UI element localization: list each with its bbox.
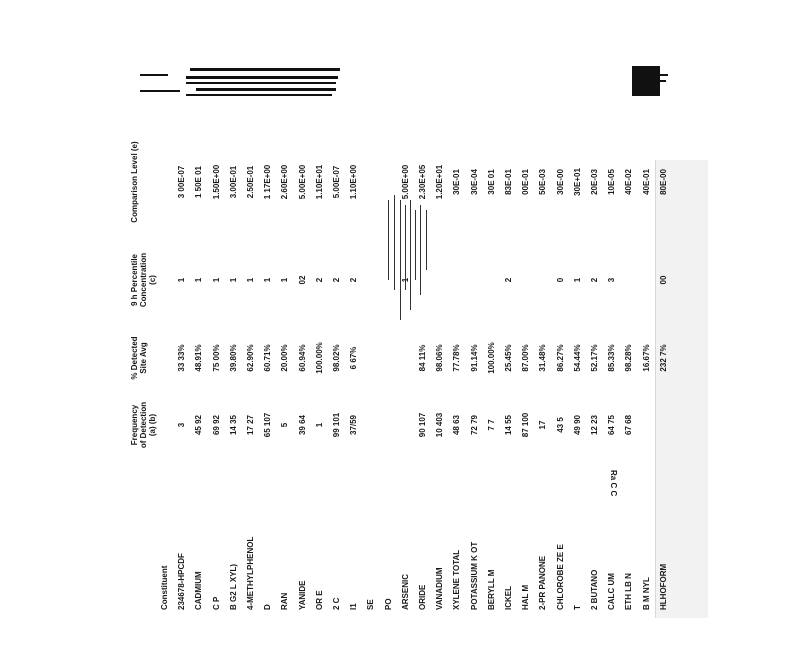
header-frequency: Frequency of Detection (a) (b) <box>130 401 157 449</box>
frequency-cell: 72 79 <box>469 414 479 436</box>
comparison-cell: 30E 01 <box>486 169 496 195</box>
header-percentile: 9 h Percentile Concentration (c) <box>130 252 157 308</box>
pct-detected-cell: 48.91% <box>194 344 204 372</box>
pct-detected-cell: 87.00% <box>521 344 531 372</box>
constituent-cell: 2 BUTANO <box>590 569 599 610</box>
scan-artifact <box>196 88 336 91</box>
constituent-cell: OR E <box>314 590 324 610</box>
table-row <box>175 130 188 610</box>
percentile-cell: 1 <box>246 277 255 283</box>
frequency-cell: 39 64 <box>297 414 307 436</box>
comparison-cell: 1.10E+00 <box>349 164 359 200</box>
percentile-cell: 1 <box>194 277 204 283</box>
pct-detected-cell: 98.28% <box>624 344 634 372</box>
comparison-cell: 30E-04 <box>469 169 479 195</box>
percentile-cell: 00 <box>658 275 668 285</box>
constituent-cell: CALC UM <box>607 573 617 610</box>
comparison-cell: 2.60E+00 <box>280 164 290 200</box>
table-row <box>382 130 395 610</box>
scan-artifact <box>186 76 338 79</box>
comparison-cell: 5.00E-07 <box>332 165 341 199</box>
pct-detected-cell: 75 00% <box>211 344 221 372</box>
frequency-cell: 14 35 <box>228 414 238 436</box>
table-row <box>571 130 584 610</box>
constituent-cell: C P <box>211 596 221 610</box>
scan-artifact <box>190 68 340 71</box>
constituent-cell: B M NYL <box>641 577 651 610</box>
frequency-cell: 48 63 <box>452 414 462 436</box>
table-row <box>416 130 429 610</box>
frequency-cell: 67 68 <box>624 414 634 436</box>
table-row <box>296 130 309 610</box>
percentile-cell: 2 <box>349 277 359 283</box>
percentile-cell: 1 <box>228 277 238 283</box>
scan-artifact <box>140 90 180 92</box>
frequency-cell: 37/59 <box>349 414 359 436</box>
table-row <box>502 130 515 610</box>
table-row <box>485 130 498 610</box>
pct-detected-cell: 33 33% <box>177 344 187 372</box>
table-row <box>519 130 532 610</box>
constituent-cell: PO <box>383 598 393 610</box>
table-row <box>364 130 377 610</box>
frequency-cell: 49 90 <box>572 414 582 436</box>
header-comparison: Comparison Level (e) <box>130 141 139 223</box>
table-row <box>605 130 618 610</box>
comparison-cell: 80E-00 <box>658 169 668 195</box>
table-row <box>313 130 326 610</box>
constituent-cell: 2-PR PANONE <box>538 555 548 610</box>
pct-detected-cell: 60.71% <box>263 344 273 372</box>
pct-detected-cell: 100.00% <box>314 342 324 374</box>
frequency-cell: 7 7 <box>486 419 496 431</box>
scan-artifact <box>186 82 336 84</box>
pct-detected-cell: 100.00% <box>486 342 496 374</box>
pct-detected-cell: 60.94% <box>297 344 307 372</box>
pct-detected-cell: 84 11% <box>418 344 427 372</box>
percentile-cell: 2 <box>314 277 324 283</box>
table-row <box>450 130 463 610</box>
pct-detected-cell: 98.02% <box>332 344 341 372</box>
frequency-cell: 43 5 <box>555 417 565 433</box>
percentile-cell: 2 <box>332 277 341 283</box>
frequency-cell: 14 55 <box>504 414 513 436</box>
table-row <box>433 130 446 610</box>
frequency-cell: 3 <box>177 422 187 428</box>
constituent-cell: YANIDE <box>297 580 307 610</box>
constituent-cell: XYLENE TOTAL <box>452 549 462 610</box>
pct-detected-cell: 52.17% <box>590 344 599 372</box>
rotated-data-table <box>130 130 670 610</box>
constituent-cell: ETH LB N <box>624 573 634 610</box>
constituent-cell: Constituent <box>160 565 169 610</box>
constituent-cell: D <box>263 604 273 610</box>
pct-detected-cell: 98.06% <box>435 344 445 372</box>
comparison-cell: 83E-01 <box>504 169 513 195</box>
table-row <box>347 130 360 610</box>
constituent-cell: 234678-HPCDF <box>177 553 187 610</box>
pct-detected-cell: 6 67% <box>349 346 359 370</box>
scan-artifact <box>660 74 668 76</box>
pct-detected-cell: 31.48% <box>538 344 548 372</box>
pct-detected-cell: 16.67% <box>641 344 651 372</box>
frequency-cell: 90 107 <box>418 412 427 438</box>
comparison-cell: 00E-01 <box>521 169 531 195</box>
registration-mark <box>632 66 660 96</box>
comparison-cell: 2.50E-01 <box>246 165 255 199</box>
scan-artifact <box>660 80 666 82</box>
comparison-cell: 5.00E+00 <box>297 164 307 200</box>
percentile-cell: 1 <box>572 277 582 283</box>
table-row <box>588 130 601 610</box>
comparison-cell: 40E-01 <box>641 169 651 195</box>
frequency-cell: 10 403 <box>435 412 445 438</box>
frequency-cell: 5 <box>280 422 290 428</box>
comparison-cell: 1.50E+00 <box>211 164 221 200</box>
table-row <box>554 130 567 610</box>
comparison-cell: 40E-02 <box>624 169 634 195</box>
table-row <box>278 130 291 610</box>
table-row <box>640 130 653 610</box>
percentile-cell: 02 <box>297 275 307 285</box>
pct-detected-cell: 39.80% <box>228 344 238 372</box>
pct-detected-cell: 25.45% <box>504 344 513 372</box>
comparison-cell: 50E-03 <box>538 169 548 195</box>
percentile-cell: 1 <box>211 277 221 283</box>
table-row <box>330 130 343 610</box>
constituent-cell: VANADIUM <box>435 567 445 610</box>
constituent-cell: B G2 L XYL) <box>228 563 238 610</box>
constituent-cell: HAL M <box>521 584 531 610</box>
comparison-cell: 1 17E+00 <box>263 164 273 200</box>
comparison-cell: 1.10E+01 <box>314 164 324 200</box>
pct-detected-cell: 91.14% <box>469 344 479 372</box>
table-row <box>158 130 171 610</box>
comparison-cell: 5.00E+00 <box>400 164 410 200</box>
pct-detected-cell: 20.00% <box>280 344 290 372</box>
frequency-cell: 99 101 <box>332 412 341 438</box>
constituent-cell: 4-METHYLPHENOL <box>246 536 255 610</box>
table-row <box>657 130 670 610</box>
comparison-cell: 30E+01 <box>572 168 582 196</box>
header-pct-detected: % Detected Site Avg <box>130 336 148 380</box>
percentile-cell: 3 <box>607 277 617 283</box>
table-row <box>399 130 412 610</box>
pct-detected-cell: 86.27% <box>555 344 565 372</box>
frequency-cell: 45 92 <box>194 414 204 436</box>
percentile-cell: 1 <box>177 277 187 283</box>
table-row <box>210 130 223 610</box>
percentile-cell: 1 <box>400 277 410 283</box>
table-row <box>244 130 257 610</box>
constituent-cell: I1 <box>349 603 359 610</box>
constituent-cell: SE <box>366 599 376 610</box>
scan-artifact <box>186 94 332 96</box>
percentile-cell: 1 <box>263 277 273 283</box>
comparison-cell: 1.20E+01 <box>435 164 445 200</box>
constituent-cell: POTASSIUM K OT <box>469 541 479 610</box>
table-row <box>227 130 240 610</box>
constituent-cell: ICKEL <box>504 586 513 610</box>
constituent-cell: T <box>572 605 582 610</box>
table-row <box>622 130 635 610</box>
table-row <box>261 130 274 610</box>
comparison-cell: 20E-03 <box>590 169 599 195</box>
pct-detected-cell: 85.33% <box>607 344 617 372</box>
frequency-cell: 69 92 <box>211 414 221 436</box>
percentile-cell: 0 <box>555 277 565 283</box>
constituent-cell: HLHOFORM <box>658 563 668 610</box>
frequency-cell: 65 107 <box>263 412 273 438</box>
frequency-cell: 12 23 <box>590 414 599 436</box>
percentile-cell: 1 <box>280 277 290 283</box>
pct-detected-cell: 77.78% <box>452 344 462 372</box>
pct-detected-cell: 54.44% <box>572 344 582 372</box>
comparison-cell: 2.30E+05 <box>418 164 427 200</box>
comparison-cell: 10E-05 <box>607 169 617 195</box>
comparison-cell: 30E-00 <box>555 169 565 195</box>
frequency-cell: 17 <box>538 420 548 430</box>
frequency-cell: 64 75 <box>607 414 617 436</box>
table-row <box>192 130 205 610</box>
frequency-cell: 1 <box>314 422 324 428</box>
constituent-cell: ARSENIC <box>400 573 410 610</box>
pct-detected-cell: 232 7% <box>658 344 668 372</box>
edge-header-text: Ra C C <box>609 470 618 497</box>
percentile-cell: 2 <box>590 277 599 283</box>
percentile-cell: 2 <box>504 277 513 283</box>
constituent-cell: BERYLL M <box>486 569 496 610</box>
constituent-cell: CADMIUM <box>194 571 204 610</box>
table-row <box>468 130 481 610</box>
comparison-cell: 30E-01 <box>452 169 462 195</box>
constituent-cell: RAN <box>280 592 290 610</box>
comparison-cell: 3.00E-01 <box>228 165 238 199</box>
frequency-cell: 87 100 <box>521 412 531 438</box>
pct-detected-cell: 62.90% <box>246 344 255 372</box>
table-row <box>536 130 549 610</box>
comparison-cell: 1 50E 01 <box>194 165 204 199</box>
constituent-cell: 2 C <box>332 597 341 610</box>
comparison-cell: 3 00E-07 <box>177 165 187 199</box>
constituent-cell: CHLOROBE ZE E <box>555 544 565 610</box>
scan-artifact <box>140 74 168 76</box>
constituent-cell: ORIDE <box>418 584 427 610</box>
frequency-cell: 17 27 <box>246 414 255 436</box>
